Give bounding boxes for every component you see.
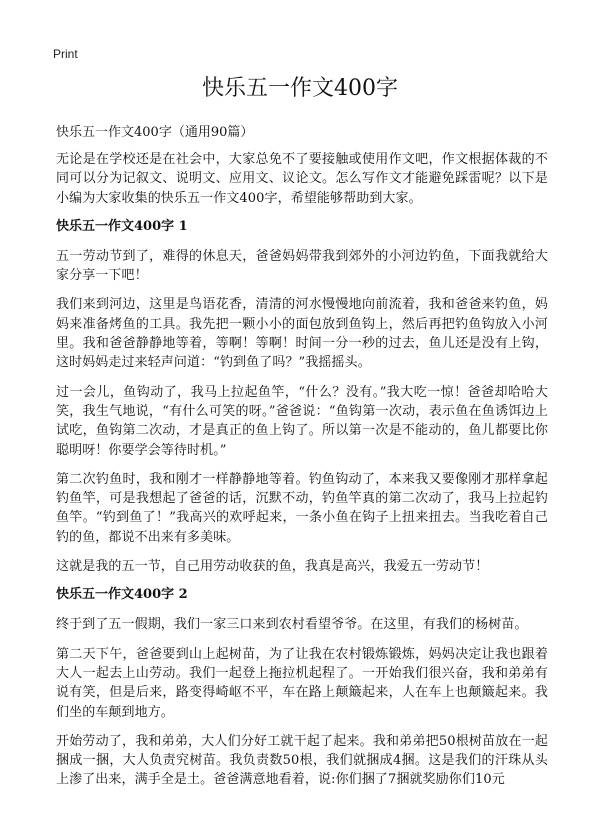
essay-2: [56, 586, 548, 789]
essay-paragraph: 我们来到河边，这里是鸟语花香，清清的河水慢慢地向前流着，我和爸爸来钓鱼，妈妈来准备烤鱼的工具。我先把一颗小小的面包放到鱼钩上，然后再把钓鱼钩放入小河里。我和爸爸静静地等着，等啊！等啊！时间一分一秒的过去，鱼儿还是没有上钩，这时妈妈走过来轻声问道：“钓到鱼了吗？”我摇摇头。: [56, 297, 548, 371]
essay-heading: 快乐五一作文400字 2: [56, 587, 188, 603]
essay-paragraph: 五一劳动节到了，难得的休息天，爸爸妈妈带我到郊外的小河边钓鱼，下面我就给大家分享一下吧！: [56, 248, 548, 284]
essay-paragraph: 这就是我的五一节，自己用劳动收获的鱼，我真是高兴，我爱五一劳动节！: [56, 559, 489, 575]
article-body: [56, 150, 548, 800]
essay-heading: 快乐五一作文400字 1: [56, 218, 188, 234]
essay-paragraph: 第二天下午，爸爸要到山上起树苗，为了让我在农村锻炼锻炼，妈妈决定让我也跟着大人一起去上山劳动。我们一起登上拖拉机起程了。一开始我们很兴奋，我和弟弟有说有笑，但是后来，路变得崎岖不平，车在路上颠簸起来，人在车上也颠簸起来。我们坐的车颠到地方。: [56, 646, 548, 720]
page-title: 快乐五一作文400字: [202, 76, 398, 101]
essay-paragraph: 过一会儿，鱼钩动了，我马上拉起鱼竿，“什么？没有。”我大吃一惊！爸爸却哈哈大笑，我生气地说，“有什么可笑的呀。”爸爸说：“鱼钩第一次动，表示鱼在鱼诱饵边上试吃，鱼钩第二次动，才是真正的鱼上钩了。所以第一次是不能动的，鱼儿都要比你聪明呀！你要学会等待时机。”: [56, 384, 548, 458]
essay-paragraph: 开始劳动了，我和弟弟，大人们分好工就干起了起来。我和弟弟把50根树苗放在一起捆成一捆，大人负责究树苗。我负责数50根，我们就捆成4捆。这是我们的汗珠从头上渗了出来，满手全是土。爸爸满意地看着，说:你们捆了7捆就奖励你们10元: [56, 733, 548, 788]
essay-1: [56, 218, 548, 576]
page-subtitle: 快乐五一作文400字（通用90篇）: [56, 125, 254, 140]
essay-paragraph: 终于到了五一假期，我们一家三口来到农村看望爷爷。在这里，有我们的杨树苗。: [56, 617, 528, 633]
essay-paragraph: 第二次钓鱼时，我和刚才一样静静地等着。钓鱼钩动了，本来我又要像刚才那样拿起钓鱼竿，可是我想起了爸爸的话，沉默不动，钓鱼竿真的第二次动了，我马上拉起钓鱼竿。“钓到鱼了！”我高兴的欢呼起来，一条小鱼在钩子上扭来扭去。当我吃着自己钓的鱼，都说不出来有多美味。: [56, 471, 548, 545]
print-link[interactable]: Print: [53, 47, 78, 61]
intro-paragraph: 无论是在学校还是在社会中，大家总免不了要接触或使用作文吧，作文根据体裁的不同可以分为记叙文、说明文、应用文、议论文。怎么写作文才能避免踩雷呢？以下是小编为大家收集的快乐五一作文400字，希望能够帮助到大家。: [56, 152, 548, 206]
